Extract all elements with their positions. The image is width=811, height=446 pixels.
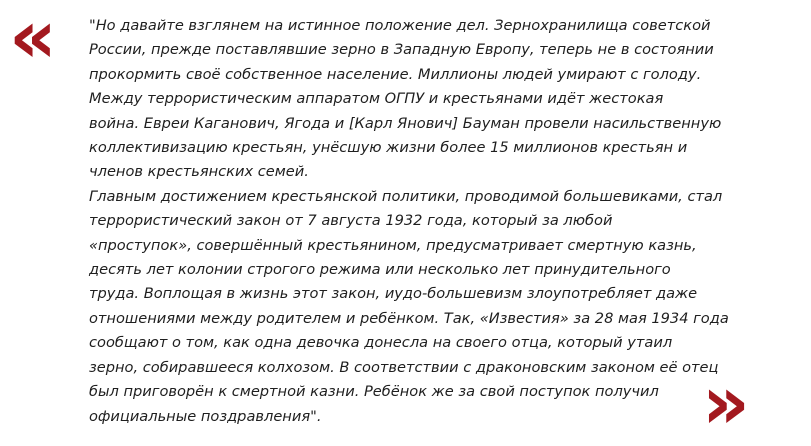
quote-line: членов крестьянских семей. — [89, 163, 309, 181]
quote-text — [89, 14, 779, 429]
quote-line: труда. Воплощая в жизнь этот закон, иудо-большевизм злоупотребляет даже — [89, 285, 698, 303]
quote-line: прокормить своё собственное население. Миллионы людей умирают с голоду. — [89, 65, 702, 83]
quote-line: десять лет колонии строгого режима или несколько лет принудительного — [89, 261, 671, 279]
quote-line: «проступок», совершённый крестьянином, предусматривает смертную казнь, — [89, 236, 697, 254]
quote-line: был приговорён к смертной казни. Ребёнок же за свой поступок получил — [89, 383, 659, 401]
quote-line: "Но давайте взглянем на истинное положение дел. Зернохранилища советской — [89, 17, 711, 34]
quote-line: война. Евреи Каганович, Ягода и [Карл Янович] Бауман провели насильственную — [89, 114, 722, 132]
quote-line: коллективизацию крестьян, унёсшую жизни более 15 миллионов крестьян и — [89, 139, 688, 157]
close-quote-icon: » — [702, 360, 750, 446]
quote-line: Главным достижением крестьянской политики, проводимой большевиками, стал — [89, 187, 723, 205]
quote-line: зерно, собиравшееся колхозом. В соответствии с драконовским законом её отец — [89, 358, 719, 376]
quote-line: сообщают о том, как одна девочка донесла на своего отца, который утаил — [89, 334, 673, 352]
quote-line: официальные поздравления". — [89, 407, 322, 425]
quote-line: России, прежде поставлявшие зерно в Западную Европу, теперь не в состоянии — [89, 41, 714, 59]
quote-line: террористический закон от 7 августа 1932 года, который за любой — [89, 212, 613, 230]
quote-line: Между террористическим аппаратом ОГПУ и крестьянами идёт жестокая — [89, 90, 664, 108]
open-quote-icon: « — [9, 0, 57, 80]
quote-line: отношениями между родителем и ребёнком. Так, «Известия» за 28 мая 1934 года — [89, 309, 729, 327]
